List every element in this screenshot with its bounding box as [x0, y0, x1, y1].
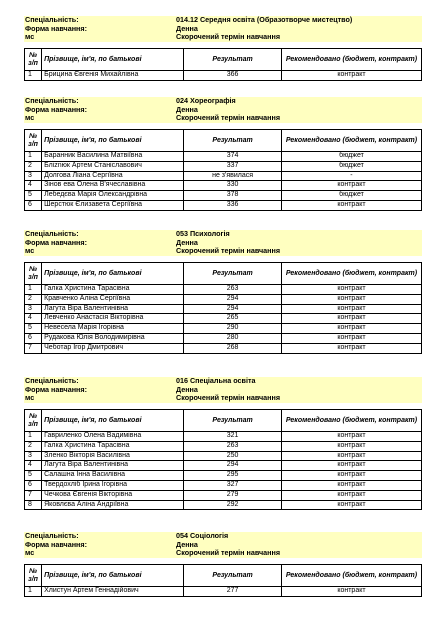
speciality-label: Спеціальність:: [25, 15, 79, 24]
col-recommended-header: Рекомендовано (бюджет, контракт): [281, 130, 421, 152]
row-recommended: контракт: [281, 71, 421, 81]
form-label: Форма навчання:: [25, 104, 87, 114]
row-no: 2: [25, 441, 42, 451]
form-value: Денна: [176, 23, 198, 33]
row-recommended: контракт: [281, 304, 421, 314]
section-header: [24, 532, 422, 558]
col-recommended-header: Рекомендовано (бюджет, контракт): [281, 410, 421, 432]
row-name: Хлистун Артем Геннадійович: [42, 587, 184, 597]
row-recommended: контракт: [281, 314, 421, 324]
row-name: Брицина Євгенія Михайлівна: [42, 71, 184, 81]
speciality-label: Спеціальність:: [25, 229, 79, 238]
form-label: Форма навчання:: [25, 539, 87, 549]
table-row: [25, 314, 422, 324]
row-result: 250: [184, 451, 282, 461]
speciality-label: Спеціальність:: [25, 376, 79, 385]
table-header-row: [25, 565, 422, 587]
row-recommended: бюджет: [281, 191, 421, 201]
row-result: 294: [184, 294, 282, 304]
row-no: 6: [25, 200, 42, 210]
section-header: [24, 377, 422, 403]
table-row: [25, 161, 422, 171]
col-name-header: Прізвище, ім'я, по батькові: [42, 263, 184, 285]
row-recommended: контракт: [281, 587, 421, 597]
row-recommended: бюджет: [281, 152, 421, 162]
term-value: Скорочений термін навчання: [176, 32, 281, 42]
row-no: 1: [25, 587, 42, 597]
term-value: Скорочений термін навчання: [176, 548, 281, 558]
section-block: [24, 377, 422, 510]
term-value: Скорочений термін навчання: [176, 246, 281, 256]
table-row: [25, 500, 422, 510]
section-block: [24, 230, 422, 354]
col-name-header: Прізвище, ім'я, по батькові: [42, 49, 184, 71]
row-recommended: контракт: [281, 294, 421, 304]
ms-label: мс: [25, 113, 35, 123]
form-value: Денна: [176, 237, 198, 247]
table-row: [25, 71, 422, 81]
row-recommended: контракт: [281, 500, 421, 510]
table-row: [25, 490, 422, 500]
row-no: 7: [25, 343, 42, 353]
row-name: Баранник Василина Матвіївна: [42, 152, 184, 162]
row-name: Зінов ева Олена В'ячеславівна: [42, 181, 184, 191]
row-recommended: -: [281, 171, 421, 181]
row-result: 280: [184, 333, 282, 343]
table-row: [25, 181, 422, 191]
section-block: [24, 97, 422, 211]
section-block: [24, 532, 422, 597]
row-result: 263: [184, 285, 282, 295]
col-name-header: Прізвище, ім'я, по батькові: [42, 565, 184, 587]
results-table: [24, 129, 422, 211]
form-label: Форма навчання:: [25, 237, 87, 247]
table-row: [25, 451, 422, 461]
row-result: не з'явилася: [184, 171, 282, 181]
row-name: Чечкова Євгенія Вікторівна: [42, 490, 184, 500]
row-name: Яковлєва Аліна Андріївна: [42, 500, 184, 510]
row-recommended: контракт: [281, 441, 421, 451]
row-name: Рудакова Юлія Володимирівна: [42, 333, 184, 343]
form-label: Форма навчання:: [25, 23, 87, 33]
row-name: Бліznюк Артем Станіславович: [42, 161, 184, 171]
row-recommended: контракт: [281, 333, 421, 343]
speciality-value: 024 Хореографія: [176, 96, 236, 105]
col-recommended-header: Рекомендовано (бюджет, контракт): [281, 565, 421, 587]
row-name: Лагута Віра Валентинівна: [42, 461, 184, 471]
col-recommended-header: Рекомендовано (бюджет, контракт): [281, 49, 421, 71]
col-result-header: Результат: [184, 263, 282, 285]
table-row: [25, 191, 422, 201]
row-name: Лебедєва Марія Олександрівна: [42, 191, 184, 201]
row-result: 378: [184, 191, 282, 201]
row-recommended: контракт: [281, 490, 421, 500]
speciality-value: 016 Спеціальна освіта: [176, 376, 256, 385]
row-name: Чеботар Ігор Дмитрович: [42, 343, 184, 353]
row-name: Невесела Марія Ігорівна: [42, 324, 184, 334]
row-no: 5: [25, 324, 42, 334]
row-name: Салашна Інна Василівна: [42, 471, 184, 481]
row-result: 294: [184, 461, 282, 471]
row-no: 8: [25, 500, 42, 510]
table-row: [25, 441, 422, 451]
col-recommended-header: Рекомендовано (бюджет, контракт): [281, 263, 421, 285]
row-result: 374: [184, 152, 282, 162]
col-no-header: № з/п: [25, 410, 42, 432]
col-no-header: № з/п: [25, 263, 42, 285]
col-no-header: № з/п: [25, 565, 42, 587]
form-value: Денна: [176, 104, 198, 114]
row-no: 3: [25, 171, 42, 181]
row-no: 5: [25, 471, 42, 481]
row-name: Твердохліб Ірина Ігорівна: [42, 480, 184, 490]
row-no: 5: [25, 191, 42, 201]
ms-label: мс: [25, 246, 35, 256]
section-header: [24, 97, 422, 123]
row-no: 3: [25, 304, 42, 314]
table-row: [25, 480, 422, 490]
table-row: [25, 171, 422, 181]
speciality-label: Спеціальність:: [25, 96, 79, 105]
row-recommended: контракт: [281, 285, 421, 295]
results-table: [24, 409, 422, 510]
term-value: Скорочений термін навчання: [176, 393, 281, 403]
row-result: 277: [184, 587, 282, 597]
row-name: Зленко Вікторія Василівна: [42, 451, 184, 461]
row-recommended: контракт: [281, 480, 421, 490]
table-row: [25, 294, 422, 304]
row-recommended: контракт: [281, 181, 421, 191]
row-no: 1: [25, 152, 42, 162]
col-no-header: № з/п: [25, 130, 42, 152]
row-no: 2: [25, 161, 42, 171]
speciality-value: 054 Соціологія: [176, 531, 229, 540]
row-no: 1: [25, 71, 42, 81]
table-header-row: [25, 130, 422, 152]
row-no: 7: [25, 490, 42, 500]
row-no: 4: [25, 181, 42, 191]
row-result: 263: [184, 441, 282, 451]
row-no: 4: [25, 461, 42, 471]
col-result-header: Результат: [184, 410, 282, 432]
speciality-value: 053 Психологія: [176, 229, 230, 238]
ms-label: мс: [25, 548, 35, 558]
row-result: 330: [184, 181, 282, 191]
col-no-header: № з/п: [25, 49, 42, 71]
results-table: [24, 564, 422, 597]
row-recommended: бюджет: [281, 161, 421, 171]
results-table: [24, 48, 422, 81]
row-result: 268: [184, 343, 282, 353]
row-no: 6: [25, 480, 42, 490]
row-name: Галка Христина Тарасівна: [42, 441, 184, 451]
section-block: [24, 16, 422, 81]
row-recommended: контракт: [281, 432, 421, 442]
col-result-header: Результат: [184, 565, 282, 587]
row-result: 279: [184, 490, 282, 500]
row-no: 6: [25, 333, 42, 343]
speciality-label: Спеціальність:: [25, 531, 79, 540]
table-row: [25, 587, 422, 597]
table-row: [25, 152, 422, 162]
table-header-row: [25, 263, 422, 285]
row-recommended: контракт: [281, 200, 421, 210]
table-row: [25, 333, 422, 343]
table-header-row: [25, 410, 422, 432]
ms-label: мс: [25, 393, 35, 403]
ms-label: мс: [25, 32, 35, 42]
row-name: Гавриленко Олена Вадимівна: [42, 432, 184, 442]
row-name: Лагута Віра Валентинівна: [42, 304, 184, 314]
row-recommended: контракт: [281, 343, 421, 353]
table-row: [25, 324, 422, 334]
row-name: Шерстюк Єлизавета Сергіївна: [42, 200, 184, 210]
speciality-value: 014.12 Середня освіта (Образотворче мистецтво): [176, 15, 353, 24]
col-name-header: Прізвище, ім'я, по батькові: [42, 130, 184, 152]
row-name: Кравченко Аліна Сергіївна: [42, 294, 184, 304]
form-value: Денна: [176, 384, 198, 394]
row-result: 327: [184, 480, 282, 490]
row-no: 1: [25, 285, 42, 295]
term-value: Скорочений термін навчання: [176, 113, 281, 123]
table-row: [25, 471, 422, 481]
row-recommended: контракт: [281, 471, 421, 481]
row-name: Левченко Анастасія Вікторівна: [42, 314, 184, 324]
table-header-row: [25, 49, 422, 71]
row-no: 1: [25, 432, 42, 442]
row-result: 290: [184, 324, 282, 334]
table-row: [25, 461, 422, 471]
table-row: [25, 343, 422, 353]
row-recommended: контракт: [281, 324, 421, 334]
row-result: 336: [184, 200, 282, 210]
col-name-header: Прізвище, ім'я, по батькові: [42, 410, 184, 432]
form-label: Форма навчання:: [25, 384, 87, 394]
results-table: [24, 262, 422, 354]
row-recommended: контракт: [281, 451, 421, 461]
table-row: [25, 304, 422, 314]
section-header: [24, 230, 422, 256]
table-row: [25, 200, 422, 210]
row-result: 265: [184, 314, 282, 324]
col-result-header: Результат: [184, 130, 282, 152]
row-result: 366: [184, 71, 282, 81]
row-no: 4: [25, 314, 42, 324]
row-no: 2: [25, 294, 42, 304]
row-no: 3: [25, 451, 42, 461]
row-name: Галка Христина Тарасівна: [42, 285, 184, 295]
row-result: 292: [184, 500, 282, 510]
col-result-header: Результат: [184, 49, 282, 71]
row-result: 295: [184, 471, 282, 481]
row-result: 294: [184, 304, 282, 314]
row-recommended: контракт: [281, 461, 421, 471]
row-name: Долгова Ліана Сергіївна: [42, 171, 184, 181]
row-result: 321: [184, 432, 282, 442]
form-value: Денна: [176, 539, 198, 549]
table-row: [25, 432, 422, 442]
row-result: 337: [184, 161, 282, 171]
table-row: [25, 285, 422, 295]
section-header: [24, 16, 422, 42]
